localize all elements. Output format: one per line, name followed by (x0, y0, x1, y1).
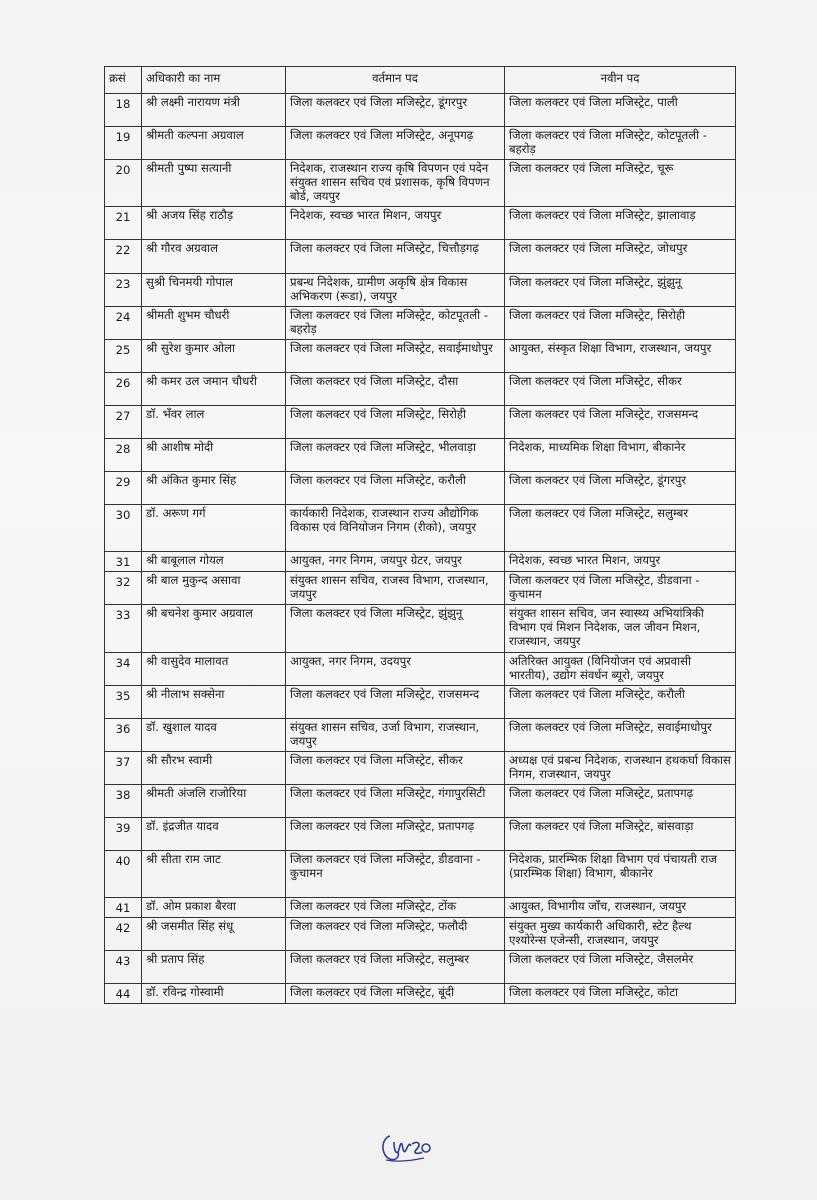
current-post-cell: आयुक्त, नगर निगम, उदयपुर (286, 652, 505, 685)
current-post-cell: जिला कलक्टर एवं जिला मजिस्ट्रेट, चित्तौड़गढ़ (286, 240, 505, 273)
officer-name-cell: श्री गौरव अग्रवाल (142, 240, 286, 273)
officer-name-cell: श्री अजय सिंह राठौड़ (142, 207, 286, 240)
table-row (105, 339, 736, 372)
table-row (105, 372, 736, 405)
new-post-cell: जिला कलक्टर एवं जिला मजिस्ट्रेट, झुंझुनू (505, 273, 736, 306)
current-post-cell: जिला कलक्टर एवं जिला मजिस्ट्रेट, करौली (286, 472, 505, 505)
table-row (105, 207, 736, 240)
header-new-post: नवीन पद (505, 67, 736, 94)
current-post-cell: प्रबन्ध निदेशक, ग्रामीण अकृषि क्षेत्र विकास अभिकरण (रूडा), जयपुर (286, 273, 505, 306)
current-post-cell: जिला कलक्टर एवं जिला मजिस्ट्रेट, भीलवाड़ा (286, 438, 505, 471)
current-post-cell: जिला कलक्टर एवं जिला मजिस्ट्रेट, दौसा (286, 372, 505, 405)
signature-initials (376, 1128, 436, 1168)
officer-name-cell: श्री सौरभ स्वामी (142, 751, 286, 784)
table-row (105, 572, 736, 605)
serial-cell: 27 (105, 405, 142, 438)
new-post-cell: संयुक्त शासन सचिव, जन स्वास्थ्य अभियांत्रिकी विभाग एवं मिशन निदेशक, जल जीवन मिशन, राजस्थान, जयपुर (505, 605, 736, 652)
serial-cell: 20 (105, 160, 142, 207)
serial-cell: 19 (105, 127, 142, 160)
table-row (105, 605, 736, 652)
serial-cell: 41 (105, 898, 142, 918)
table-row (105, 751, 736, 784)
current-post-cell: जिला कलक्टर एवं जिला मजिस्ट्रेट, टोंक (286, 898, 505, 918)
new-post-cell: जिला कलक्टर एवं जिला मजिस्ट्रेट, प्रतापगढ़ (505, 784, 736, 817)
serial-cell: 36 (105, 718, 142, 751)
new-post-cell: जिला कलक्टर एवं जिला मजिस्ट्रेट, चूरू (505, 160, 736, 207)
serial-cell: 38 (105, 784, 142, 817)
table-row (105, 438, 736, 471)
serial-cell: 33 (105, 605, 142, 652)
new-post-cell: जिला कलक्टर एवं जिला मजिस्ट्रेट, कोटा (505, 984, 736, 1004)
header-officer-name: अधिकारी का नाम (142, 67, 286, 94)
officer-name-cell: श्री अंकित कुमार सिंह (142, 472, 286, 505)
table-row (105, 818, 736, 851)
serial-cell: 29 (105, 472, 142, 505)
serial-cell: 32 (105, 572, 142, 605)
serial-cell: 28 (105, 438, 142, 471)
new-post-cell: जिला कलक्टर एवं जिला मजिस्ट्रेट, बांसवाड़ा (505, 818, 736, 851)
officer-name-cell: श्री वासुदेव मालावत (142, 652, 286, 685)
officer-name-cell: श्री प्रताप सिंह (142, 951, 286, 984)
table-row (105, 160, 736, 207)
officer-name-cell: श्री कमर उल जमान चौधरी (142, 372, 286, 405)
table-row (105, 784, 736, 817)
officer-name-cell: डॉ. भँवर लाल (142, 405, 286, 438)
officer-name-cell: श्री जसमीत सिंह संधू (142, 918, 286, 951)
current-post-cell: जिला कलक्टर एवं जिला मजिस्ट्रेट, राजसमन्द (286, 685, 505, 718)
table-header-row (105, 67, 736, 94)
current-post-cell: निदेशक, स्वच्छ भारत मिशन, जयपुर (286, 207, 505, 240)
new-post-cell: निदेशक, माध्यमिक शिक्षा विभाग, बीकानेर (505, 438, 736, 471)
new-post-cell: जिला कलक्टर एवं जिला मजिस्ट्रेट, राजसमन्द (505, 405, 736, 438)
table-row (105, 505, 736, 552)
serial-cell: 35 (105, 685, 142, 718)
current-post-cell: जिला कलक्टर एवं जिला मजिस्ट्रेट, बूंदी (286, 984, 505, 1004)
serial-cell: 44 (105, 984, 142, 1004)
officer-name-cell: डॉ. अरूण गर्ग (142, 505, 286, 552)
current-post-cell: जिला कलक्टर एवं जिला मजिस्ट्रेट, झुंझुनू (286, 605, 505, 652)
current-post-cell: संयुक्त शासन सचिव, उर्जा विभाग, राजस्थान, जयपुर (286, 718, 505, 751)
table-body (105, 94, 736, 1004)
officer-name-cell: श्री बाबूलाल गोयल (142, 552, 286, 572)
serial-cell: 30 (105, 505, 142, 552)
serial-cell: 31 (105, 552, 142, 572)
current-post-cell: जिला कलक्टर एवं जिला मजिस्ट्रेट, गंगापुरसिटी (286, 784, 505, 817)
table-row (105, 718, 736, 751)
new-post-cell: जिला कलक्टर एवं जिला मजिस्ट्रेट, सवाईमाधोपुर (505, 718, 736, 751)
table-row (105, 685, 736, 718)
current-post-cell: जिला कलक्टर एवं जिला मजिस्ट्रेट, सिरोही (286, 405, 505, 438)
table-row (105, 240, 736, 273)
serial-cell: 24 (105, 306, 142, 339)
officer-name-cell: श्री आशीष मोदी (142, 438, 286, 471)
current-post-cell: निदेशक, राजस्थान राज्य कृषि विपणन एवं पदेन संयुक्त शासन सचिव एवं प्रशासक, कृषि विपणन बोर्ड, जयपुर (286, 160, 505, 207)
table-row (105, 306, 736, 339)
officer-name-cell: डॉ. रविन्द्र गोस्वामी (142, 984, 286, 1004)
current-post-cell: कार्यकारी निदेशक, राजस्थान राज्य औद्योगिक विकास एवं विनियोजन निगम (रीको), जयपुर (286, 505, 505, 552)
new-post-cell: जिला कलक्टर एवं जिला मजिस्ट्रेट, जोधपुर (505, 240, 736, 273)
header-current-post: वर्तमान पद (286, 67, 505, 94)
serial-cell: 37 (105, 751, 142, 784)
table-row (105, 127, 736, 160)
officer-name-cell: डॉ. इंद्रजीत यादव (142, 818, 286, 851)
officer-name-cell: श्री सुरेश कुमार ओला (142, 339, 286, 372)
table-row (105, 898, 736, 918)
officer-name-cell: श्रीमती अंजलि राजोरिया (142, 784, 286, 817)
serial-cell: 25 (105, 339, 142, 372)
officer-name-cell: श्रीमती शुभम चौधरी (142, 306, 286, 339)
new-post-cell: निदेशक, स्वच्छ भारत मिशन, जयपुर (505, 552, 736, 572)
current-post-cell: जिला कलक्टर एवं जिला मजिस्ट्रेट, डूंगरपुर (286, 94, 505, 127)
table-row (105, 652, 736, 685)
officer-name-cell: डॉ. खुशाल यादव (142, 718, 286, 751)
new-post-cell: अध्यक्ष एवं प्रबन्ध निदेशक, राजस्थान हथकर्घा विकास निगम, राजस्थान, जयपुर (505, 751, 736, 784)
current-post-cell: जिला कलक्टर एवं जिला मजिस्ट्रेट, कोटपूतली - बहरोड़ (286, 306, 505, 339)
current-post-cell: जिला कलक्टर एवं जिला मजिस्ट्रेट, सलुम्बर (286, 951, 505, 984)
serial-cell: 43 (105, 951, 142, 984)
serial-cell: 42 (105, 918, 142, 951)
new-post-cell: जिला कलक्टर एवं जिला मजिस्ट्रेट, पाली (505, 94, 736, 127)
current-post-cell: संयुक्त शासन सचिव, राजस्व विभाग, राजस्थान, जयपुर (286, 572, 505, 605)
table-row (105, 273, 736, 306)
serial-cell: 23 (105, 273, 142, 306)
officer-name-cell: श्रीमती कल्पना अग्रवाल (142, 127, 286, 160)
serial-cell: 34 (105, 652, 142, 685)
current-post-cell: जिला कलक्टर एवं जिला मजिस्ट्रेट, डीडवाना - कुचामन (286, 851, 505, 898)
officer-name-cell: श्री लक्ष्मी नारायण मंत्री (142, 94, 286, 127)
new-post-cell: जिला कलक्टर एवं जिला मजिस्ट्रेट, डूंगरपुर (505, 472, 736, 505)
new-post-cell: जिला कलक्टर एवं जिला मजिस्ट्रेट, सीकर (505, 372, 736, 405)
officer-name-cell: श्री सीता राम जाट (142, 851, 286, 898)
current-post-cell: जिला कलक्टर एवं जिला मजिस्ट्रेट, सीकर (286, 751, 505, 784)
new-post-cell: जिला कलक्टर एवं जिला मजिस्ट्रेट, कोटपूतली - बहरोड़ (505, 127, 736, 160)
new-post-cell: जिला कलक्टर एवं जिला मजिस्ट्रेट, करौली (505, 685, 736, 718)
new-post-cell: निदेशक, प्रारम्भिक शिक्षा विभाग एवं पंचायती राज (प्रारम्भिक शिक्षा) विभाग, बीकानेर (505, 851, 736, 898)
officer-name-cell: डॉ. ओम प्रकाश बैरवा (142, 898, 286, 918)
current-post-cell: जिला कलक्टर एवं जिला मजिस्ट्रेट, फलौदी (286, 918, 505, 951)
serial-cell: 39 (105, 818, 142, 851)
new-post-cell: आयुक्त, विभागीय जाँच, राजस्थान, जयपुर (505, 898, 736, 918)
new-post-cell: जिला कलक्टर एवं जिला मजिस्ट्रेट, सलुम्बर (505, 505, 736, 552)
officer-name-cell: श्री बाल मुकुन्द असावा (142, 572, 286, 605)
serial-cell: 40 (105, 851, 142, 898)
new-post-cell: आयुक्त, संस्कृत शिक्षा विभाग, राजस्थान, जयपुर (505, 339, 736, 372)
new-post-cell: जिला कलक्टर एवं जिला मजिस्ट्रेट, झालावाड़ (505, 207, 736, 240)
new-post-cell: जिला कलक्टर एवं जिला मजिस्ट्रेट, सिरोही (505, 306, 736, 339)
serial-cell: 26 (105, 372, 142, 405)
table-row (105, 405, 736, 438)
new-post-cell: जिला कलक्टर एवं जिला मजिस्ट्रेट, जैसलमेर (505, 951, 736, 984)
table-row (105, 472, 736, 505)
new-post-cell: संयुक्त मुख्य कार्यकारी अधिकारी, स्टेट हैल्थ एश्योरेन्स एजेन्सी, राजस्थान, जयपुर (505, 918, 736, 951)
serial-cell: 22 (105, 240, 142, 273)
serial-cell: 18 (105, 94, 142, 127)
table-row (105, 951, 736, 984)
table-row (105, 984, 736, 1004)
officer-name-cell: सुश्री चिनमयी गोपाल (142, 273, 286, 306)
transfer-table (104, 66, 736, 1004)
officer-name-cell: श्री बचनेश कुमार अग्रवाल (142, 605, 286, 652)
table-row (105, 552, 736, 572)
current-post-cell: आयुक्त, नगर निगम, जयपुर ग्रेटर, जयपुर (286, 552, 505, 572)
new-post-cell: जिला कलक्टर एवं जिला मजिस्ट्रेट, डीडवाना - कुचामन (505, 572, 736, 605)
table-row (105, 851, 736, 898)
current-post-cell: जिला कलक्टर एवं जिला मजिस्ट्रेट, सवाईमाधोपुर (286, 339, 505, 372)
table-row (105, 918, 736, 951)
header-serial: क्रसं (105, 67, 142, 94)
current-post-cell: जिला कलक्टर एवं जिला मजिस्ट्रेट, अनूपगढ़ (286, 127, 505, 160)
table-row (105, 94, 736, 127)
new-post-cell: अतिरिक्त आयुक्त (विनियोजन एवं अप्रवासी भारतीय), उद्योग संवर्धन ब्यूरो, जयपुर (505, 652, 736, 685)
officer-name-cell: श्रीमती पुष्पा सत्यानी (142, 160, 286, 207)
current-post-cell: जिला कलक्टर एवं जिला मजिस्ट्रेट, प्रतापगढ़ (286, 818, 505, 851)
serial-cell: 21 (105, 207, 142, 240)
officer-name-cell: श्री नीलाभ सक्सेना (142, 685, 286, 718)
